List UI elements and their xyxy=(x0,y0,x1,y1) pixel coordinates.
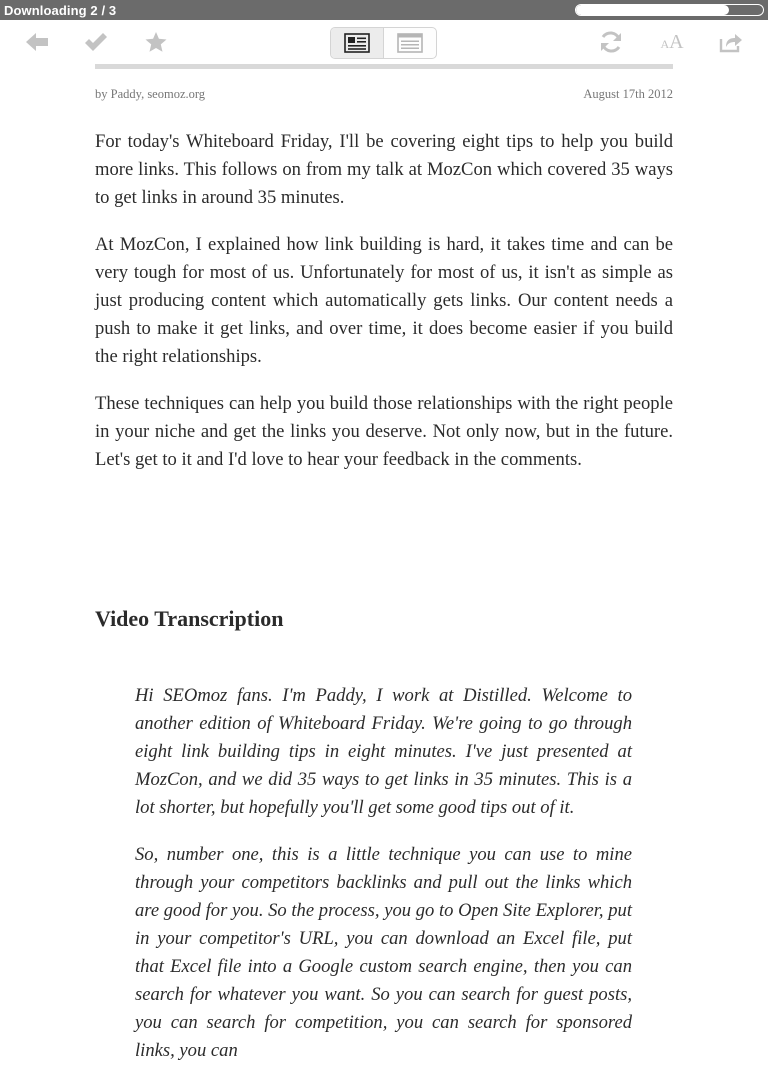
share-button[interactable] xyxy=(716,28,746,56)
section-heading: Video Transcription xyxy=(95,606,284,631)
web-view-button[interactable] xyxy=(384,28,436,58)
transcript-paragraph: So, number one, this is a little technique you can use to mine through your competitors backlinks and pull out the links which are good for you. So the process, you go to Open Site Explorer, put in your competitor's URL, you can download an Excel file, put that Excel file into a Google custom search engine, then you can search for whatever you want. So you can search for guest posts, you can search for competition, you can search for sponsored links, you can xyxy=(135,844,632,1061)
download-progress-bar xyxy=(575,4,764,16)
article-meta xyxy=(95,87,673,103)
download-progress-fill xyxy=(576,5,729,15)
article-view-button[interactable] xyxy=(331,28,384,58)
font-size-icon xyxy=(660,31,683,54)
reader-toolbar xyxy=(0,20,768,64)
star-icon xyxy=(144,31,168,53)
status-bar xyxy=(0,0,768,20)
back-arrow-icon xyxy=(24,31,50,53)
download-status-text: Downloading 2 / 3 xyxy=(4,3,117,18)
mark-read-button[interactable] xyxy=(81,28,111,56)
back-button[interactable] xyxy=(22,28,52,56)
font-size-button[interactable] xyxy=(655,28,689,56)
article-paragraph: For today's Whiteboard Friday, I'll be covering eight tips to help you build more links. This follows on from my talk at MozCon which covered 35 ways to get links in around 35 minutes. xyxy=(95,131,673,208)
article-date: August 17th 2012 xyxy=(583,87,673,101)
article-body xyxy=(95,128,673,493)
article-view-icon xyxy=(344,33,370,53)
refresh-button[interactable] xyxy=(596,28,626,56)
font-size-label-small: A xyxy=(660,36,670,51)
article-paragraph: These techniques can help you build those relationships with the right people in your niche and get the links you deserve. Not only now, but in the future. Let's get to it and I'd love to hear your feedback in the comments. xyxy=(95,393,673,470)
article-header-divider xyxy=(95,64,673,69)
favorite-button[interactable] xyxy=(141,28,171,56)
font-size-label-large: A xyxy=(669,30,684,53)
web-view-icon xyxy=(397,33,423,53)
view-mode-toggle xyxy=(330,27,437,59)
article-byline: by Paddy, seomoz.org xyxy=(95,87,206,101)
refresh-icon xyxy=(598,30,624,54)
checkmark-icon xyxy=(83,31,109,53)
share-icon xyxy=(718,31,744,53)
transcript-paragraph: Hi SEOmoz fans. I'm Paddy, I work at Distilled. Welcome to another edition of Whiteboard Friday. We're going to go through eight link building tips in eight minutes. I've just presented at MozCon, and we did 35 ways to get links in 35 minutes. This is a lot shorter, but hopefully you'll get some good tips out of it. xyxy=(135,685,632,818)
article-paragraph: At MozCon, I explained how link building is hard, it takes time and can be very tough for most of us. Unfortunately for most of us, it isn't as simple as just producing content which automatically gets links. Our content needs a push to make it get links, and over time, it does become easier if you build the right relationships. xyxy=(95,234,673,367)
